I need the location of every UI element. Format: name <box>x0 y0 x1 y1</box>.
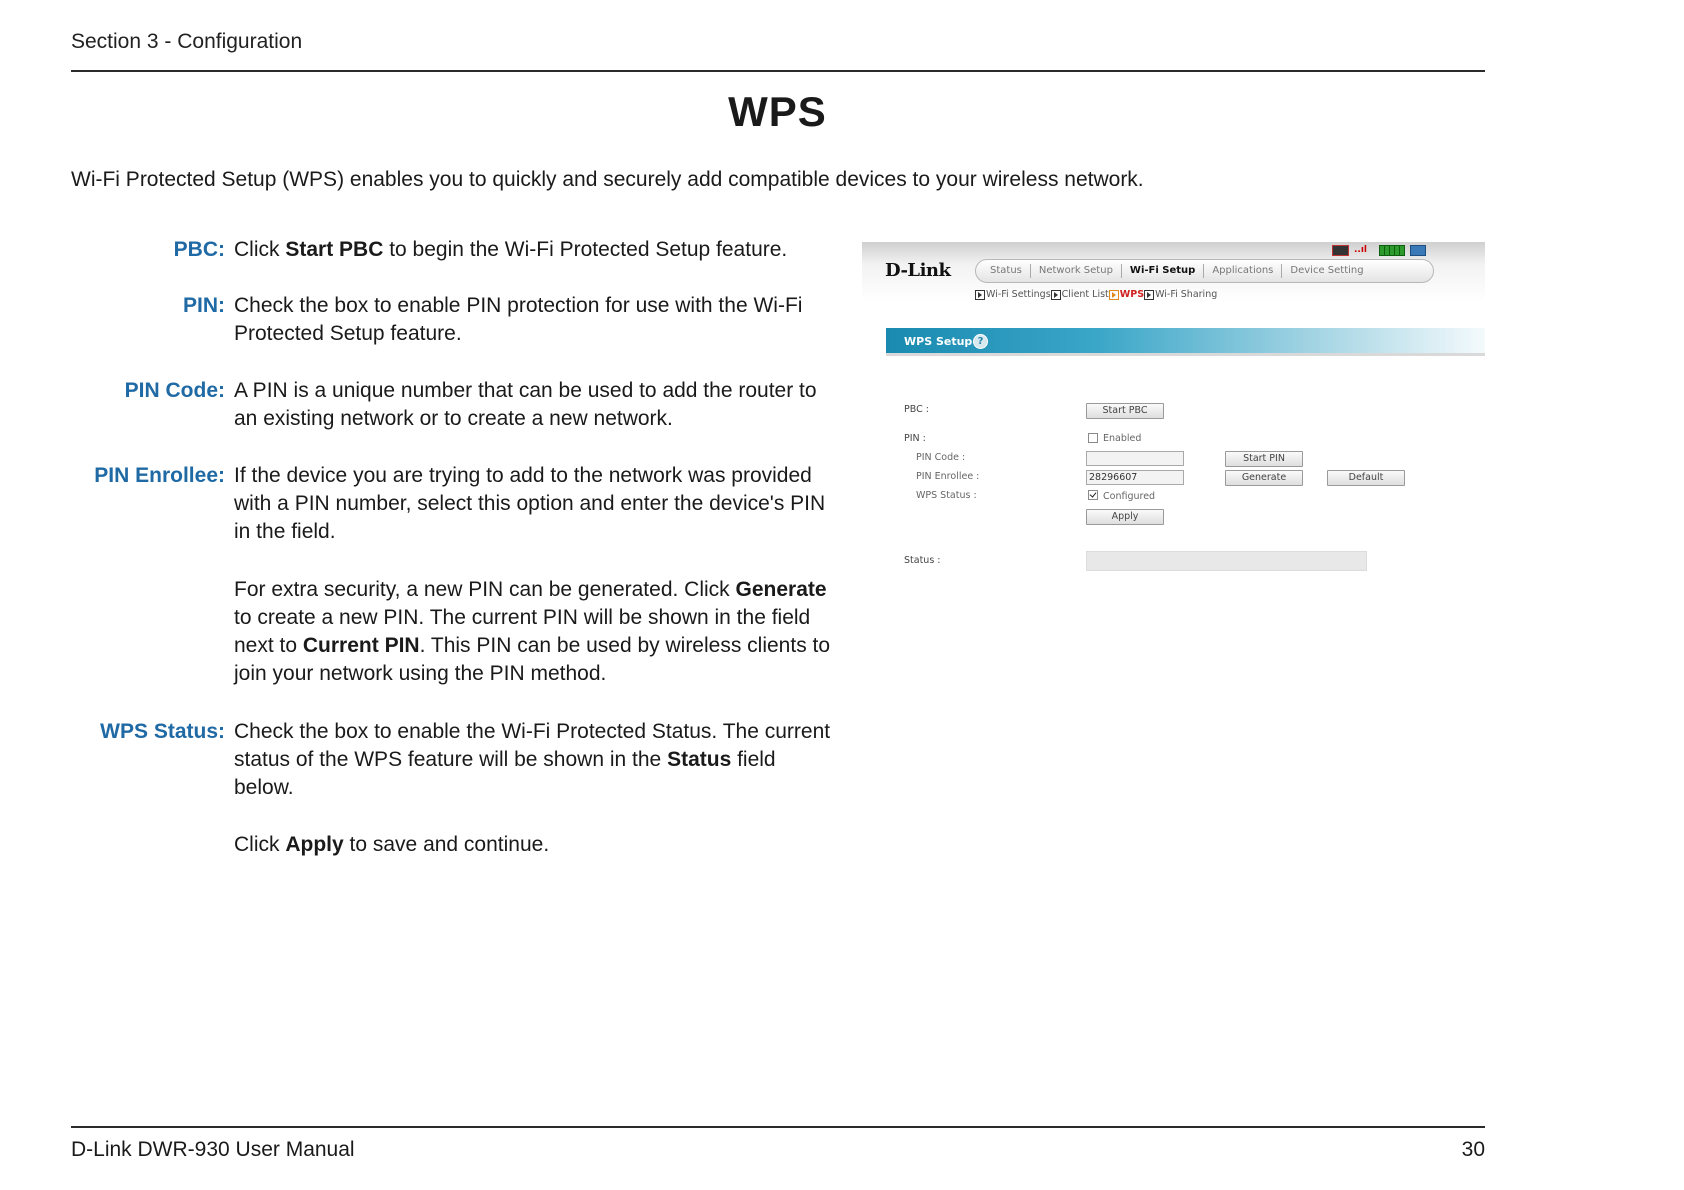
wps-setup-title: WPS Setup <box>904 335 973 348</box>
term-pin-enrollee: PIN Enrollee: <box>94 464 225 487</box>
label-pin: PIN : <box>904 433 926 444</box>
term-pin: PIN: <box>183 294 225 317</box>
subnav-wps[interactable]: WPS <box>1109 289 1144 300</box>
label-status: Status : <box>904 555 941 566</box>
tab-device-setting[interactable]: Device Setting <box>1290 265 1364 276</box>
desc-wps-status: Check the box to enable the Wi-Fi Protected Status. The current status of the WPS feature will be shown in the Status field below. <box>234 720 831 799</box>
footer-rule <box>71 1126 1485 1128</box>
arrow-icon <box>1144 290 1154 300</box>
term-pbc: PBC: <box>173 238 225 261</box>
tab-status[interactable]: Status <box>982 264 1031 278</box>
desc-pbc: Click Start PBC to begin the Wi-Fi Protected Setup feature. <box>234 238 788 261</box>
label-pin-code: PIN Code : <box>916 452 966 463</box>
arrow-icon <box>1051 290 1061 300</box>
term-wps-status: WPS Status: <box>100 720 225 743</box>
status-icons <box>1332 245 1426 256</box>
help-icon[interactable]: ? <box>973 334 988 349</box>
battery-icon <box>1379 245 1405 256</box>
sim-icon <box>1332 245 1349 256</box>
footer-manual-title: D-Link DWR-930 User Manual <box>71 1138 355 1161</box>
apply-button[interactable]: Apply <box>1086 509 1164 525</box>
main-nav <box>975 259 1434 283</box>
default-button[interactable]: Default <box>1327 470 1405 486</box>
label-enabled: Enabled <box>1103 433 1142 444</box>
status-field <box>1086 551 1367 571</box>
start-pin-button[interactable]: Start PIN <box>1225 451 1303 467</box>
page-number: 30 <box>1461 1138 1485 1161</box>
desc-apply: Click Apply to save and continue. <box>234 833 550 856</box>
wps-configured-checkbox[interactable] <box>1088 490 1098 500</box>
dlink-logo: D-Link <box>885 260 951 281</box>
subnav-wifi-settings[interactable]: Wi-Fi Settings <box>975 289 1051 300</box>
label-pbc: PBC : <box>904 404 929 415</box>
desc-pin: Check the box to enable PIN protection for use with the Wi-Fi Protected Setup feature. <box>234 294 803 345</box>
pin-enrollee-input[interactable]: 28296607 <box>1086 470 1184 485</box>
term-pin-code: PIN Code: <box>124 379 225 402</box>
arrow-icon <box>1109 290 1119 300</box>
label-configured: Configured <box>1103 491 1156 502</box>
sub-nav <box>975 289 1217 300</box>
tab-applications[interactable]: Applications <box>1204 264 1282 278</box>
intro-paragraph: Wi-Fi Protected Setup (WPS) enables you to quickly and securely add compatible devices to your wireless network. <box>71 168 1144 191</box>
section-header: Section 3 - Configuration <box>71 30 303 53</box>
pin-enabled-checkbox[interactable] <box>1088 433 1098 443</box>
tab-network-setup[interactable]: Network Setup <box>1031 264 1122 278</box>
desc-pin-enrollee: If the device you are trying to add to the network was provided with a PIN number, select this option and enter the device's PIN in the field. <box>234 464 826 543</box>
page-title: WPS <box>728 88 827 135</box>
tab-wifi-setup[interactable]: Wi-Fi Setup <box>1122 264 1204 278</box>
pin-code-input[interactable] <box>1086 451 1184 466</box>
subnav-client-list[interactable]: Client List <box>1051 289 1109 300</box>
label-pin-enrollee: PIN Enrollee : <box>916 471 980 482</box>
desc-pin-code: A PIN is a unique number that can be used to add the router to an existing network or to create a new network. <box>234 379 817 430</box>
subnav-wifi-sharing[interactable]: Wi-Fi Sharing <box>1144 289 1217 300</box>
signal-icon: ..ıl <box>1354 245 1368 255</box>
arrow-icon <box>975 290 985 300</box>
header-rule <box>71 70 1485 72</box>
message-icon <box>1410 245 1426 256</box>
desc-pin-enrollee-generate: For extra security, a new PIN can be generated. Click Generate to create a new PIN. The current PIN will be shown in the field next to Current PIN. This PIN can be used by wireless clients to join your network using the PIN method. <box>234 578 831 685</box>
generate-button[interactable]: Generate <box>1225 470 1303 486</box>
wps-setup-bar <box>886 328 1485 356</box>
start-pbc-button[interactable]: Start PBC <box>1086 403 1164 419</box>
router-screenshot <box>862 242 1485 602</box>
label-wps-status: WPS Status : <box>916 490 977 501</box>
